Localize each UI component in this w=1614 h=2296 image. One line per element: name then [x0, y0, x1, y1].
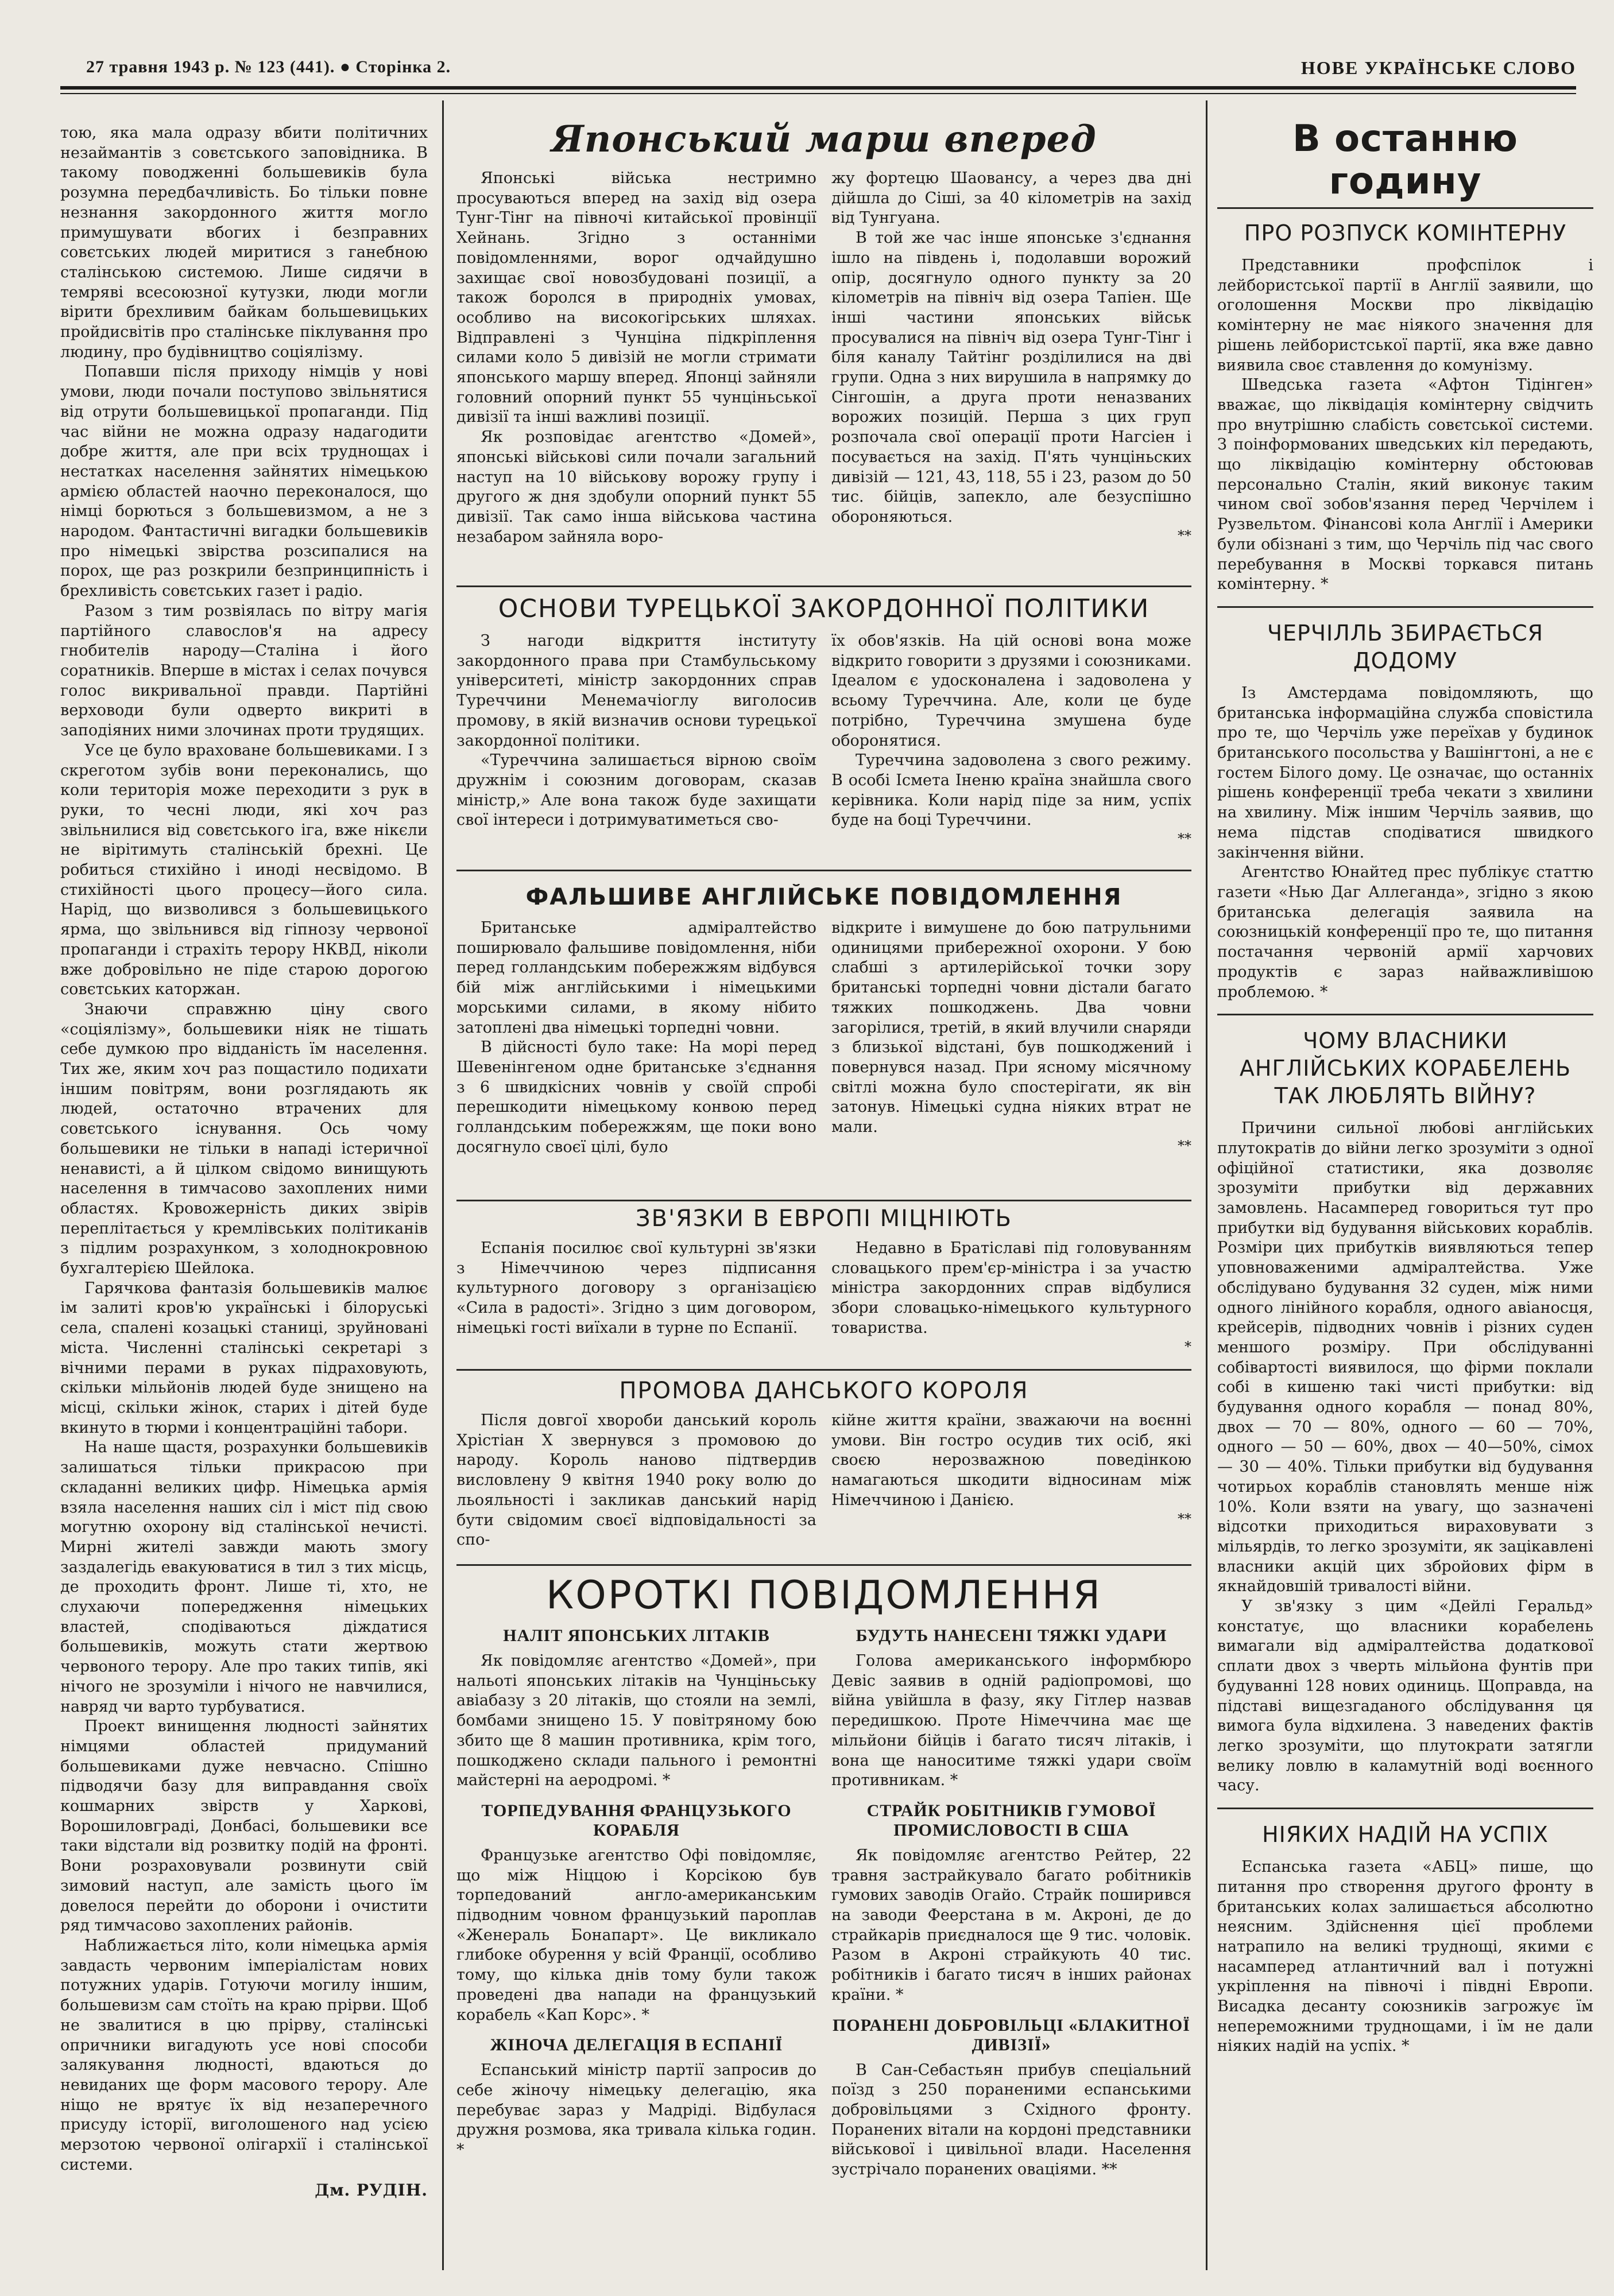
- article-paragraph: В дійсності було таке: На морі перед Шевенінгеном одне британське з'єднання з 6 швидкісних човнів у своїй спробі перешкодити німецькому конвою перед голландським побережжям, ще поки воно досягнуло своєї цілі, було: [456, 1038, 816, 1156]
- section-rule: [456, 1369, 1191, 1371]
- article-paragraph: жу фортецю Шаовансу, а через два дні дійшла до Сіші, за 40 кілометрів на захід від Тунгуана.: [831, 169, 1191, 227]
- left-paragraph: Усе це було враховане большевиками. І з скреготом зубів вони переконались, що коли територія може переходити з рук в руки, то чесні люди, які хоч раз звільнилися від совєтського іга, вже нікєли не вірітимуть сталінській брехні. Це робиться стихійно і иноді несвідомо. В стихійності цього процесу—його сила. Нарід, що визволився з большевицького ярма, що звільнився від гіпнозу червоної пропаганди і страхіть терору НКВД, ніколи вже добровільно не піде старою дорогою совєтських каторжан.: [60, 741, 428, 999]
- end-mark: **: [1178, 527, 1191, 544]
- header-rule: [60, 86, 1576, 90]
- newspaper-name: НОВЕ УКРАЇНСЬКЕ СЛОВО: [1301, 57, 1576, 78]
- column-divider-left: [442, 100, 444, 2270]
- article-paragraph: Туреччина задоволена з свого режиму. В особі Ісмета Іненю країна знайшла свого керівника. Коли нарід піде за ним, успіх буде на боці Туреччини.: [831, 751, 1191, 829]
- article-title: ОСНОВИ ТУРЕЦЬКОЇ ЗАКОРДОННОЇ ПОЛІТИКИ: [498, 594, 1150, 623]
- left-paragraph: Разом з тим розвіялась по вітру магія партійного славослов'я на адресу гнобителів народу—Сталіна і його соратників. Вперше в містах і селах почувся голос викривальної правди. Партійні верховоди були одверто викриті в заподіяних ними злочинах проти трудящих.: [60, 602, 428, 740]
- article-europe: [456, 1205, 1191, 1372]
- news-title: НІЯКИХ НАДІЙ НА УСПІХ: [1262, 1822, 1549, 1848]
- news-paragraph: Із Амстердама повідомляють, що британська інформаційна служба сповістила про те, що Черчіль уже переїхав у будинок британського посольства у Вашінгтоні, а не є гостем Білого дому. Це означає, що останніх рішень конференції треба чекати з хвилини на хвилину. Між іншим Черчіль заявив, що нема підстав сподіватися швидкого закінчення війни.: [1217, 684, 1593, 862]
- article-title: ПРОМОВА ДАНСЬКОГО КОРОЛЯ: [619, 1378, 1029, 1404]
- brief-title: БУДУТЬ НАНЕСЕНІ ТЯЖКІ УДАРИ: [856, 1626, 1167, 1645]
- news-title: ЧОМУ ВЛАСНИКИ АНГЛІЙСЬКИХ КОРАБЕЛЕНЬ ТАК ЛЮБЛЯТЬ ВІЙНУ?: [1239, 1028, 1572, 1109]
- masthead: [60, 53, 1576, 82]
- section-rule: [456, 870, 1191, 871]
- left-paragraph: На наше щастя, розрахунки большевиків залишаться тільки прикрасою при складанні великих цифр. Німецька армія взяла населення наших сіл і міст під свою могутню охорону від сталінської нечисті. Мирні жителі завжди мають змогу заздалегідь евакуюватися в тил з тих місць, де проходить фронт. Лише ті, хто, не слухаючи попередження німецьких властей, сподіваються діждатися большевиків, можуть стати жертвою червоного терору. Але про таких типів, які нічого не зрозуміли і нічого не навчилися, навряд чи варто турбуватися.: [60, 1438, 428, 1716]
- article-paragraph: їх обов'язків. На цій основі вона може відкрито говорити з друзями і союзниками. Ідеалом є удосконалена і задоволена у всьому Туреччина. Але, коли це буде потрібно, Туреччина змушена буде оборонятися.: [831, 632, 1191, 750]
- left-paragraph: Гарячкова фантазія большевиків малює ім залиті кров'ю українські і білоруські села, спалені козацькі станиці, зруйновані міста. Численні сталінські секретарі з вічними перами в руках підраховують, скільки мільйонів людей буде знищено на місці, скільки жінок, старих і дітей буде вкинуто в тюрми і концентраційні табори.: [60, 1279, 428, 1437]
- news-paragraph: Еспанська газета «АБЦ» пише, що питання про створення другого фронту в британських колах залишається абсолютно неясним. Здійснення цієї проблеми натрапило на великі труднощі, якими є насамперед атлантичний вал і потужні укріплення на півночі і півдні Европи. Висадка десанту союзників загрожує їм непереможними труднощами, і їм не дали ніяких надій на успіх. *: [1217, 1858, 1593, 2055]
- news-paragraph: Причини сильної любові англійських плутократів до війни легко зрозуміти з одної офіційної статистики, яка дозволяє зрозуміти прибутки від державних замовлень. Насамперед говориться тут про прибутки від будування військових кораблів. Розміри цих прибутків виявляються тепер уповноваженими адміралтейства. Уже обслідувано будування 32 суден, між ними одного лінійного корабля, одного авіаносця, крейсерів, підводних човнів і різних суден меншого розміру. При обслідуванні собівартості виявилося, що фірми поклали собі в кишеню такі чисті прибутки: від будування одного корабля — понад 80%, двох — 70 — 80%, одного — 60 — 70%, одного — 50 — 60%, двох — 40—50%, сімох — 30 — 40%. Тільки прибутки від будування чотирьох кораблів становлять менше ніж 10%. Коли взяти на увагу, що зазначені відсотки приходиться вираховувати з мільярдів, то легко зрозуміти, як зацікавлені власники акцій цих збройових фірм в якнайдовшій тривалості війни.: [1217, 1119, 1593, 1596]
- end-mark: **: [1178, 1137, 1191, 1154]
- section-rule: [1217, 1014, 1593, 1015]
- section-title: КОРОТКІ ПОВІДОМЛЕННЯ: [545, 1573, 1102, 1618]
- article-title: ЗВ'ЯЗКИ В ЕВРОПІ МІЦНІЮТЬ: [636, 1205, 1012, 1232]
- article-paragraph: В той же час інше японське з'єднання ішло на південь і, подолавши ворожий опір, досягнуло одного пункту за 20 кілометрів на північ від озера Тапіен. Ще інші частини японських військ просувалися на північ від озера Тунг-Тінг і біля каналу Тайтінг розділилися на дві групи. Одна з них вирушила в напрямку до Сінгошін, а друга проти неназваних ворожих позицій. Перша з цих груп розпочала свої операції проти Нагсіен і посувається на захід. П'ять чунціньских дивізій — 121, 43, 118, 55 і 23, разом до 50 тис. бійців, запекло, але безуспішно обороняються.: [831, 229, 1191, 526]
- brief-text: В Сан-Себастьян прибув спеціальний поїзд з 250 пораненими еспанськими добровільцями з Східного фронту. Поранених вітали на кордоні представники військової і цивільної влади. Населення зустрічало поранених оваціями. **: [831, 2061, 1191, 2179]
- brief-title: ПОРАНЕНІ ДОБРОВІЛЬЦІ «БЛАКИТНОЇ ДИВІЗІЇ»: [833, 2015, 1190, 2054]
- section-rule: [456, 1564, 1191, 1566]
- article-title: Японський марш вперед: [551, 118, 1097, 161]
- news-paragraph: Шведська газета «Афтон Тідінген» вважає, що ліквідація комінтерну свідчить про внутрішню слабість совєтської системи. З поінформованих шведських кіл передають, що ліквідацію комінтерну обстоював персонально Сталін, який виконує таким чином свої зобов'язання перед Черчілем і Рузвельтом. Фінансові кола Англії і Америки були обізнані з тим, що Черчіль під час свого перебування в Москві торкався питань комінтерну. *: [1217, 376, 1593, 594]
- article-paragraph: відкрите і вимушене до бою патрульними одиницями прибережної охорони. У бою слабші з артилерійської точки зору британські торпедні човни дістали багато тяжких пошкоджень. Два човни загорілися, третій, в який влучили снаряди з близької відстані, був пошкоджений і повернувся назад. При ясному місячному світлі можна було спостерігати, як він затонув. Німецькі судна ніяких втрат не мали.: [831, 919, 1191, 1137]
- section-rule: [1217, 606, 1593, 608]
- article-danish-king: [456, 1378, 1191, 1570]
- section-rule: [456, 1200, 1191, 1201]
- news-paragraph: У зв'язку з цим «Дейлі Геральд» констатує, що власники корабелень вимагали від адміралтейства додаткової сплати двох з чверть мільйона фунтів при будуванні 128 нових одиниць. Щоправда, на підставі вищезгаданого обслідування ця вимога була відхилена. З наведених фактів легко зрозуміти, що плутократи затягли велику ловлю в каламутній воді воєнного часу.: [1217, 1597, 1593, 1795]
- column-divider-right: [1206, 100, 1207, 2270]
- end-mark: *: [1185, 1338, 1191, 1355]
- article-paragraph: З нагоди відкриття інституту закордонного права при Стамбульському університеті, міністр закордонних справ Туреччини Менемачіоглу виголосив промову, в якій визначив основи турецької закордонної політики.: [456, 632, 816, 750]
- news-title: ПРО РОЗПУСК КОМІНТЕРНУ: [1244, 220, 1567, 246]
- brief-text: Еспанський міністр партії запросив до себе жіночу німецьку делегацію, яка перебуває зараз у Мадріді. Відбулася дружня розмова, яка тривала кілька годин. *: [456, 2061, 816, 2159]
- news-paragraph: Агентство Юнайтед прес публікує статтю газети «Нью Даг Аллеганда», згідно з якою британська делегація заявила на союзницькій конференції про те, що питання постачання червоній армії харчових продуктів є зараз найважливішою проблемою. *: [1217, 863, 1593, 1001]
- article-paragraph: Недавно в Братіславі під головуванням словацького прем'єр-міністра і за участю міністра закордонних справ відбулися збори словацько-німецького культурного товариства.: [831, 1239, 1191, 1337]
- issue-info: 27 травня 1943 р. № 123 (441). ● Сторінка 2.: [86, 57, 451, 76]
- section-title: В останню годину: [1292, 118, 1518, 203]
- header-rule-thin: [60, 93, 1576, 94]
- article-paragraph: Еспанія посилює свої культурні зв'язки з Німеччиною через підписання культурного договору з організацією «Сила в радості». Згідно з цим договором, німецькі гості виїхали в турне по Еспанії.: [456, 1239, 816, 1337]
- latest-news-column: [1217, 118, 1593, 2270]
- article-japan: [456, 118, 1191, 585]
- article-paragraph: Японські війська нестримно просуваються вперед на захід від озера Тунг-Тінг на півночі китайської провінції Хейнань. Згідно з останніми повідомленнями, ворог одчайдушно захищає свої новозбудовані позиції, а також боролся в природніх умовах, особливо на високогірських шляхах. Відправлені з Чунціна підкріплення силами коло 5 дивізій не могли стримати японського маршу вперед. Японці зайняли головний опорний пункт 55 чунціньської дивізії та інші важливі позиції.: [456, 169, 816, 426]
- brief-text: Як повідомляє агентство Рейтер, 22 травня застрайкувало багато робітників гумових заводів Огайо. Страйк поширився на заводи Феерстана в м. Акроні, де до страйкарів приєдналося ще 9 тис. чоловік. Разом в Акроні страйкують 40 тис. робітників і багато тисяч в інших районах країни. *: [831, 1846, 1191, 2004]
- left-column-article: [60, 123, 428, 2273]
- brief-text: Голова американського інформбюро Девіс заявив в одній радіопромові, що війна увійшла в фазу, яку Гітлер назвав передишкою. Проте Німеччина має ще мільйони бійців і багато тисяч літаків, і вона ще наноситиме тяжкі удари своїм противникам. *: [831, 1652, 1191, 1790]
- author-signature: Дм. РУДІН.: [315, 2181, 428, 2200]
- article-title: ФАЛЬШИВЕ АНГЛІЙСЬКЕ ПОВІДОМЛЕННЯ: [525, 884, 1123, 910]
- news-title: ЧЕРЧІЛЛЬ ЗБИРАЄТЬСЯ ДОДОМУ: [1267, 620, 1544, 673]
- article-turkey: [456, 594, 1191, 864]
- end-mark: **: [1178, 1510, 1191, 1527]
- left-paragraph: тою, яка мала одразу вбити політичних незаймантів з совєтського заповідника. В такому поводженні большевиків була розумна передбачливість. Бо тільки повне незнання закордонного життя могло примушувати вбогих і безправних совєтських людей миритися з ганебною сталінською системою. Лише сидячи в темряві всесоюзної кутузки, люди могли вірити брехливим байкам большевицьких пройдисвітів про сталінське піклування про людину, про будівництво соціялізму.: [60, 124, 428, 361]
- article-paragraph: Після довгої хвороби данський король Хрістіан Х звернувся з промовою до народу. Король наново підтвердив висловлену 9 квітня 1940 року волю до льояльності і закликав данський нарід бути свідомим своєї відповідальності за спо-: [456, 1411, 816, 1549]
- brief-text: Як повідомляє агентство «Домей», при нальоті японських літаків на Чунціньську авіабазу з 20 літаків, що стояли на землі, бомбами знищено 15. У повітряному бою збито ще 8 машин противника, крім того, пошкоджено склади пального і ремонтні майстерні на аеродромі. *: [456, 1652, 816, 1790]
- article-paragraph: Як розповідає агентство «Домей», японські військові сили почали загальний наступ на 10 військову ворожу групу і другого ж дня здобули опорний пункт 55 дивізії. Так само інша військова частина незабаром зайняла воро-: [456, 428, 816, 546]
- section-rule: [1217, 1808, 1593, 1809]
- article-british: [456, 884, 1191, 1211]
- end-mark: **: [1178, 831, 1191, 847]
- brief-text: Французьке агентство Офі повідомляє, що між Ніццою і Корсікою був торпедований англо-американським підводним човном французький пароплав «Женераль Бонапарт». Це викликало глибоке обурення у всій Франції, особливо тому, що кілька днів тому були також проведені два напади на французький корабель «Кап Корс». *: [456, 1846, 816, 2024]
- section-rule: [456, 585, 1191, 587]
- left-paragraph: Наближається літо, коли німецька армія завдасть червоним імперіалістам нових потужних ударів. Готуючи могилу іншим, большевизм сам стоїть на краю прірви. Щоб не звалитися в цю прірву, сталінські опричники вигадують усе нові способи залякування людності, вдаються до невиданих ще форм масового терору. Але ніщо не врятує їх від незаперечного присуду історії, виголошеного над усією мерзотою червоної олігархії і сталінської системи.: [60, 1936, 428, 2174]
- article-paragraph: Британське адміралтейство поширювало фальшиве повідомлення, ніби перед голландським побережжям відбувся бій між англійськими і німецькими морськими силами, в якому нібито затоплені два німецькі торпедні човни.: [456, 919, 816, 1037]
- news-paragraph: Представники профспілок і лейбористської партії в Англії заявили, що оголошення Москви про ліквідацію комінтерну не має ніякого значення для рішень лейбористської партії, яка вже давно виявила своє ставлення до комунізму.: [1217, 257, 1593, 374]
- left-paragraph: Проект винищення людності зайнятих німцями областей придуманий большевиками дуже невчасно. Спішно підводячи базу для виправдання своїх кошмарних звірств у Харкові, Ворошиловграді, Донбасі, большевики все таки відстали від розвитку подій на фронті. Вони розраховували розвинути свій зимовий наступ, але замість цього їм довелося перейти до оборони і очистити ряд тимчасово захоплених районів.: [60, 1717, 428, 1935]
- section-rule: [1217, 207, 1593, 209]
- brief-title: ЖІНОЧА ДЕЛЕГАЦІЯ В ЕСПАНІЇ: [490, 2035, 783, 2055]
- left-paragraph: Попавши після приходу німців у нові умови, люди почали поступово звільнятися від отрути большевицької пропаганди. Під час війни не можна одразу надагодити добре життя, але при всіх труднощах і нестатках населення зайнятих німецькою армією областей наочно переконалося, що німці борються з большевизмом, а не з народом. Фантастичні вигадки большевиків про німецькі звірства розсипалися на порох, ще раз розкрили безпринципність і брехливість совєтських газет і радіо.: [60, 363, 428, 600]
- brief-title: СТРАЙК РОБІТНИКІВ ГУМОВОЇ ПРОМИСЛОВОСТІ В США: [866, 1801, 1156, 1840]
- left-paragraph: Знаючи справжню ціну свого «соціялізму», большевики ніяк не тішать себе думкою про відданість їм населення. Тих же, яким хоч раз пощастило подихати іншим повітрям, вони розглядають як людей, остаточно втрачених для совєтського існування. Ось чому большевики не тільки в нападі істеричної ненависті, а й цілком свідомо винищують населення в тимчасово захоплених ними областях. Кровожерність диких звірів переплітається у кремлівських політиканів з підлим розрахунком, з холоднокровною бухгалтерією Шейлока.: [60, 1000, 428, 1278]
- brief-title: ТОРПЕДУВАННЯ ФРАНЦУЗЬКОГО КОРАБЛЯ: [481, 1801, 792, 1840]
- article-paragraph: кійне життя країни, зважаючи на воєнні умови. Він гостро осудив тих осіб, які своєю нерозважною поведінкою намагаються шкодити відносинам між Німеччиною і Данією.: [831, 1411, 1191, 1509]
- brief-news-section: [456, 1573, 1191, 2270]
- article-paragraph: «Туреччина залишається вірною своїм дружнім і союзним договорам, сказав міністр,» Але вона також буде захищати свої інтереси і дотримуватиметься сво-: [456, 751, 816, 829]
- brief-title: НАЛІТ ЯПОНСЬКИХ ЛІТАКІВ: [503, 1626, 770, 1645]
